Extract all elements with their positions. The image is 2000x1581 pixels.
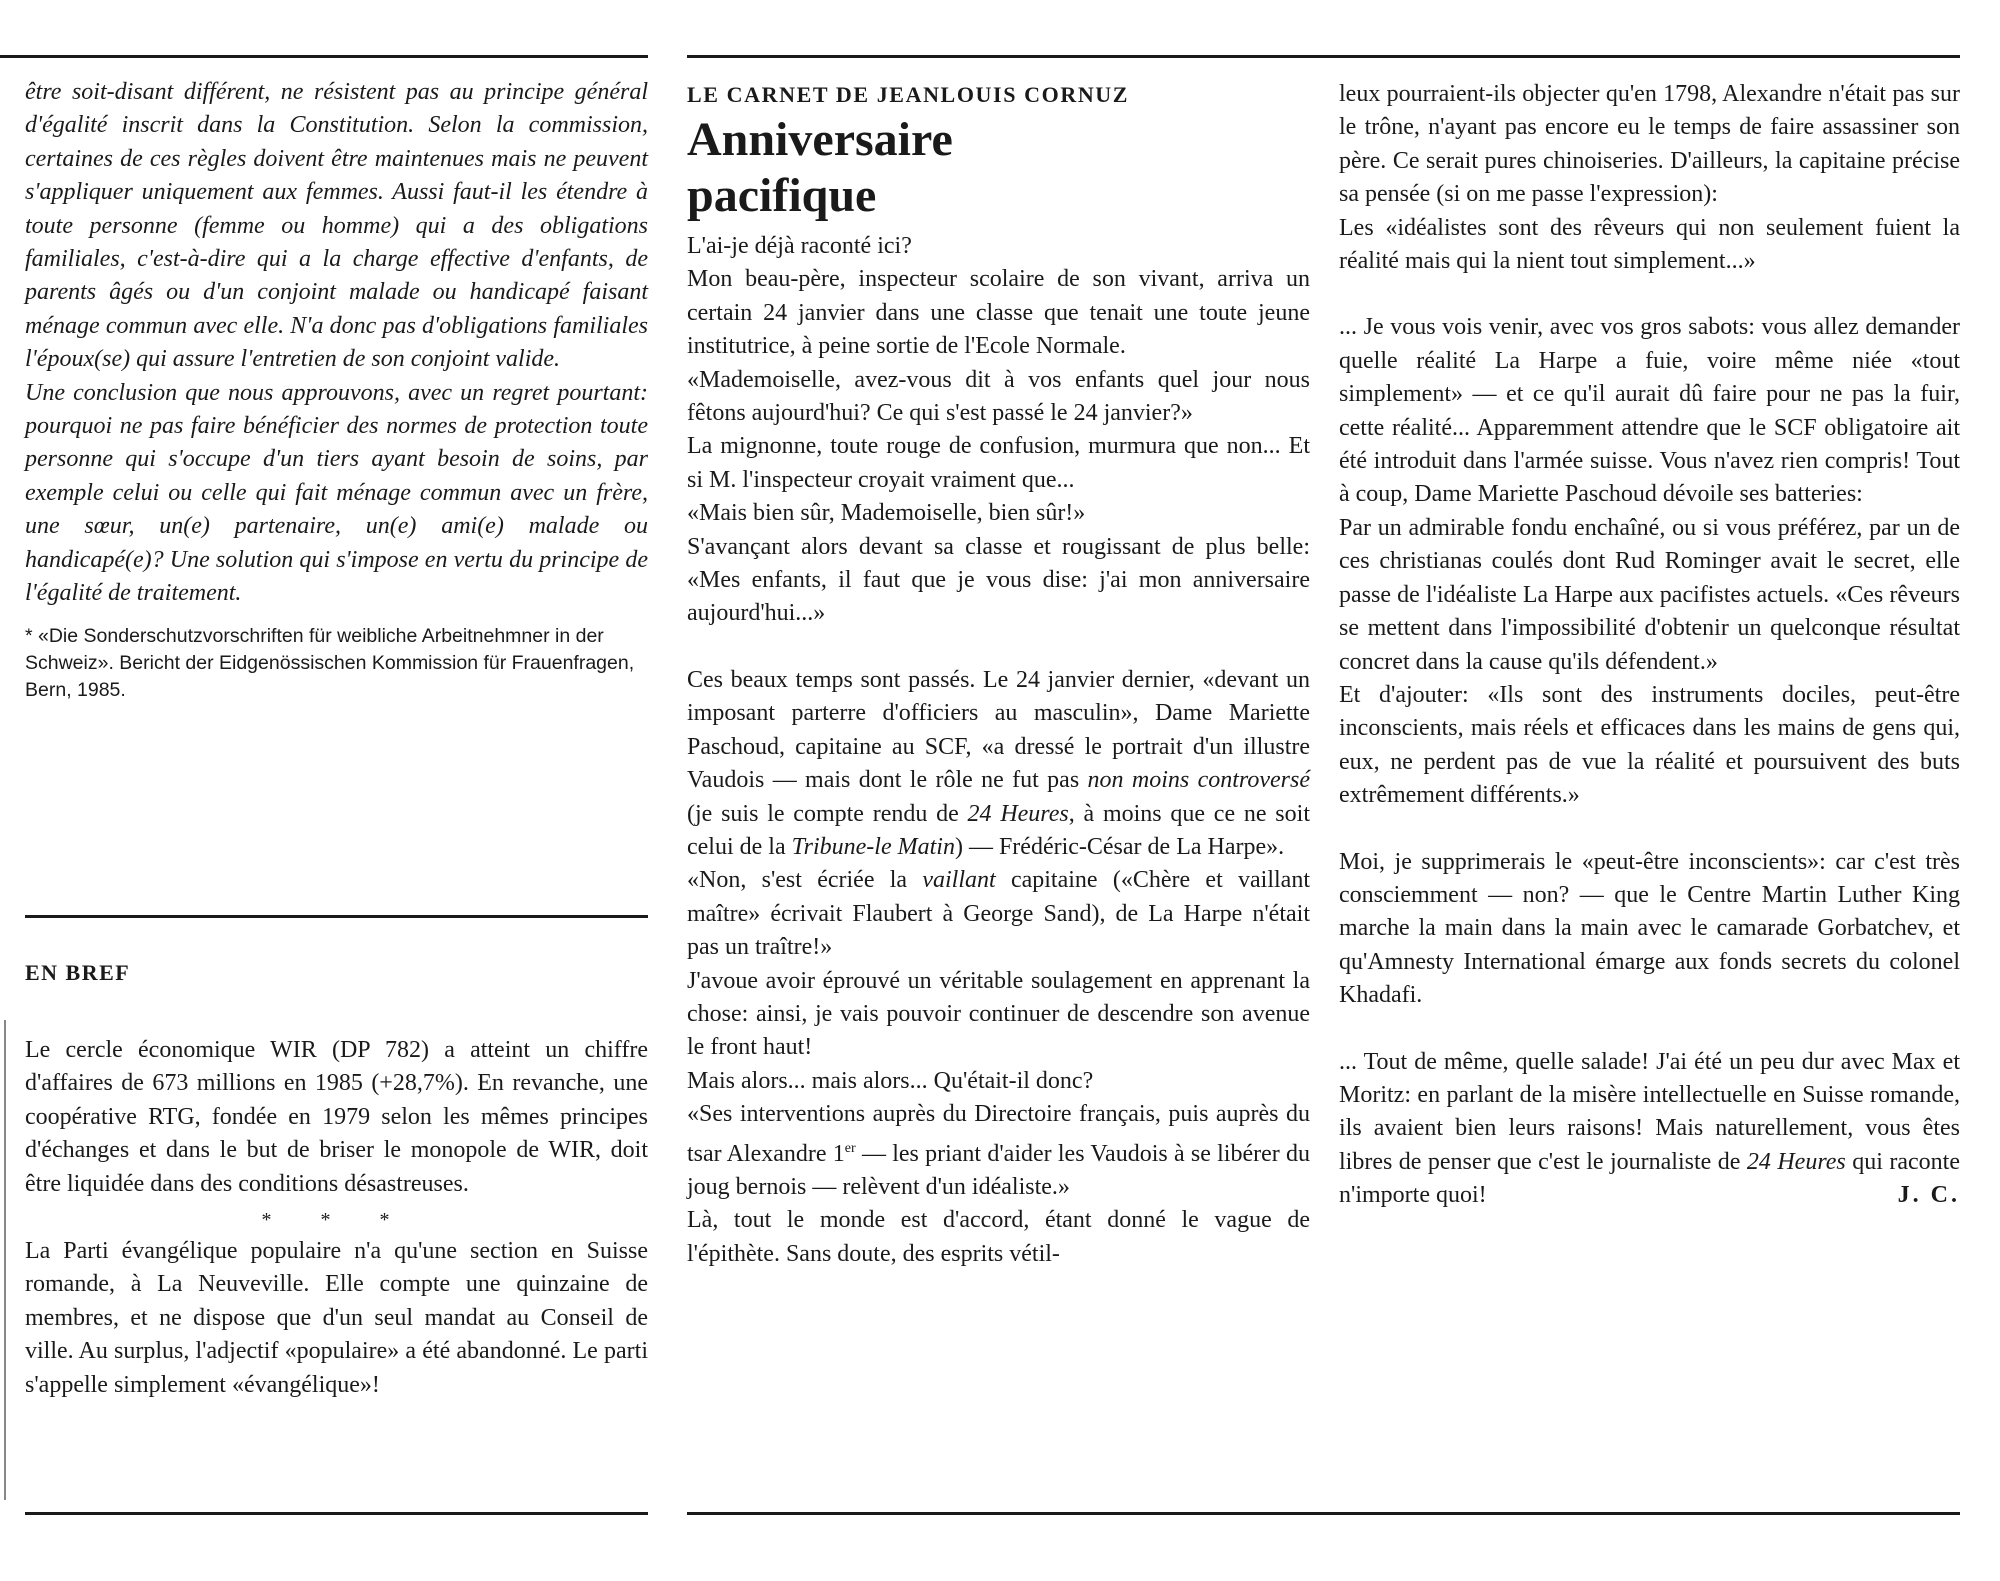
right-paragraph-7: ... Tout de même, quelle salade! J'ai été un peu dur avec Max et Moritz: en parlant de la misère intellectuelle en Suisse romande, ils avaient bien leurs raisons! Mais naturellement, vous êtes libres de penser que c'est le journaliste de 24 Heures qui raconte n'importe quoi! J. C.: [1339, 1046, 1960, 1213]
page-edge-shadow: [4, 1020, 6, 1500]
article-paragraph-12: Là, tout le monde est d'accord, étant donné le vague de l'épithète. Sans doute, des esprits vétil-: [687, 1207, 1310, 1267]
brief-item-wir: Le cercle économique WIR (DP 782) a atteint un chiffre d'affaires de 673 millions en 1985 (+28,7%). En revanche, une coopérative RTG, fondée en 1979 selon les mêmes principes d'échanges et dans le but de briser le monopole de WIR, doit être liquidée dans des conditions désastreuses.: [25, 1037, 648, 1197]
top-rule-left: [0, 55, 648, 58]
headline-line-2: pacifique: [687, 169, 877, 222]
article-paragraph-4: La mignonne, toute rouge de confusion, murmura que non... Et si M. l'inspecteur croyait vraiment que...: [687, 433, 1310, 493]
left-conclusion-paragraph: Une conclusion que nous approuvons, avec un regret pourtant: pourquoi ne pas faire bénéficier des normes de protection toute personne qui s'occupe d'un tiers ayant besoin de soins, par exemple celui ou celle qui fait ménage commun avec un frère, une sœur, un(e) partenaire, un(e) ami(e) malade ou handicapé(e)? Une solution qui s'impose en vertu du principe de l'égalité de traitement.: [25, 379, 648, 607]
left-mid-rule: [25, 915, 648, 918]
article-headline: [687, 112, 1310, 224]
left-column: [25, 76, 648, 704]
right-column: [1339, 78, 1960, 1213]
article-paragraph-9: J'avoue avoir éprouvé un véritable soulagement en apprenant la chose: ainsi, je vais pouvoir continuer de descendre son avenue le front haut!: [687, 967, 1310, 1061]
article-paragraph-10: Mais alors... mais alors... Qu'était-il donc?: [687, 1067, 1094, 1094]
article-paragraph-2: Mon beau-père, inspecteur scolaire de son vivant, arriva un certain 24 janvier dans une classe que tenait une toute jeune institutrice, à peine sortie de l'Ecole Normale.: [687, 266, 1310, 360]
left-bottom-rule: [25, 1512, 648, 1515]
footnote: * «Die Sonderschutzvorschriften für weibliche Arbeitnehmner in der Schweiz». Bericht der Eidgenössischen Kommission für Frauenfragen, Bern, 1985.: [25, 624, 635, 701]
article-paragraph-8: «Non, s'est écriée la vaillant capitaine («Chère et vaillant maître» écrivait Flaubert à George Sand), de La Harpe n'était pas un traître!»: [687, 867, 1310, 961]
article-column: [687, 78, 1310, 1271]
article-paragraph-5: «Mais bien sûr, Mademoiselle, bien sûr!»: [687, 500, 1086, 527]
left-continued-paragraph: être soit-disant différent, ne résistent pas au principe général d'égalité inscrit dans la Constitution. Selon la commission, certaines de ces règles doivent être maintenues mais ne peuvent s'appliquer uniquement aux femmes. Aussi faut-il les étendre à toute personne (femme ou homme) qui a des obligations familiales, c'est-à-dire qui a la charge effective d'enfants, de parents âgés ou d'un conjoint malade ou handicapé faisant ménage commun avec elle. N'a donc pas d'obligations familiales l'époux(se) qui assure l'entretien de son conjoint valide.: [25, 79, 648, 373]
article-paragraph-1: L'ai-je déjà raconté ici?: [687, 233, 912, 259]
article-paragraph-7: Ces beaux temps sont passés. Le 24 janvier dernier, «devant un imposant parterre d'officiers au masculin», Dame Mariette Paschoud, capitaine au SCF, «a dressé le portrait d'un illustre Vaudois — mais dont le rôle ne fut pas non moins controversé (je suis le compte rendu de 24 Heures, à moins que ce ne soit celui de la Tribune-le Matin) — Frédéric-César de La Harpe».: [687, 666, 1311, 860]
headline-line-1: Anniversaire: [687, 113, 953, 166]
en-bref-title: EN BREF: [25, 960, 131, 985]
top-rule-right: [687, 55, 1960, 58]
bottom-rule-right: [687, 1512, 1960, 1515]
signature: J. C.: [1897, 1182, 1960, 1209]
en-bref-section: [25, 960, 648, 1402]
article-paragraph-6: S'avançant alors devant sa classe et rougissant de plus belle: «Mes enfants, il faut que je vous dise: j'ai mon anniversaire aujourd'hui...»: [687, 533, 1310, 627]
article-paragraph-3: «Mademoiselle, avez-vous dit à vos enfants quel jour nous fêtons aujourd'hui? Ce qui s'est passé le 24 janvier?»: [687, 366, 1310, 427]
right-paragraph-1: leux pourraient-ils objecter qu'en 1798, Alexandre n'était pas sur le trône, n'ayant pas encore eu le temps de faire assassiner son père. Ce serait pures chinoiseries. D'ailleurs, la capitaine précise sa pensée (si on me passe l'expression):: [1339, 81, 1960, 208]
separator-stars: * * *: [261, 1209, 412, 1232]
right-paragraph-4: Par un admirable fondu enchaîné, ou si vous préférez, par un de ces christianas coulés dont Rud Rominger avait le secret, elle passe de l'idéaliste La Harpe aux pacifistes actuels. «Ces rêveurs se mettent dans l'impossibilité d'obtenir un quelconque résultat concret dans la cause qu'ils défendent.»: [1339, 514, 1960, 675]
right-paragraph-3: ... Je vous vois venir, avec vos gros sabots: vous allez demander quelle réalité La Harpe a fuie, voire même niée «tout simplement» — et ce qu'il aurait dû faire pour ne pas la fuir, cette réalité... Apparemment attendre que le SCF obligatoire ait été introduit dans l'armée suisse. Vous n'avez rien compris! Tout à coup, Dame Mariette Paschoud dévoile ses batteries:: [1339, 314, 1960, 508]
article-kicker: LE CARNET DE JEANLOUIS CORNUZ: [687, 82, 1130, 107]
right-paragraph-2: Les «idéalistes sont des rêveurs qui non seulement fuient la réalité mais qui la nient tout simplement...»: [1339, 214, 1960, 275]
brief-item-parti: La Parti évangélique populaire n'a qu'une section en Suisse romande, à La Neuveville. Elle compte une quinzaine de membres, et ne dispose que d'un seul mandat au Conseil de ville. Au surplus, l'adjectif «populaire» a été abandonné. Le parti s'appelle simplement «évangélique»!: [25, 1238, 648, 1398]
right-paragraph-6: Moi, je supprimerais le «peut-être inconscients»: car c'est très consciemment — non? — que le Centre Martin Luther King marche la main dans la main avec le camarade Gorbatchev, et qu'Amnesty International émarge aux fonds secrets du colonel Khadafi.: [1339, 848, 1960, 1009]
right-paragraph-5: Et d'ajouter: «Ils sont des instruments dociles, peut-être inconscients, mais réels et efficaces dans les mains de gens qui, eux, ne perdent pas de vue la réalité et poursuivent des buts extrêmement différents.»: [1339, 681, 1960, 809]
article-paragraph-11: «Ses interventions auprès du Directoire français, puis auprès du tsar Alexandre 1er — les priant d'aider les Vaudois à se libérer du joug bernois — relèvent d'un idéaliste.»: [687, 1101, 1310, 1200]
